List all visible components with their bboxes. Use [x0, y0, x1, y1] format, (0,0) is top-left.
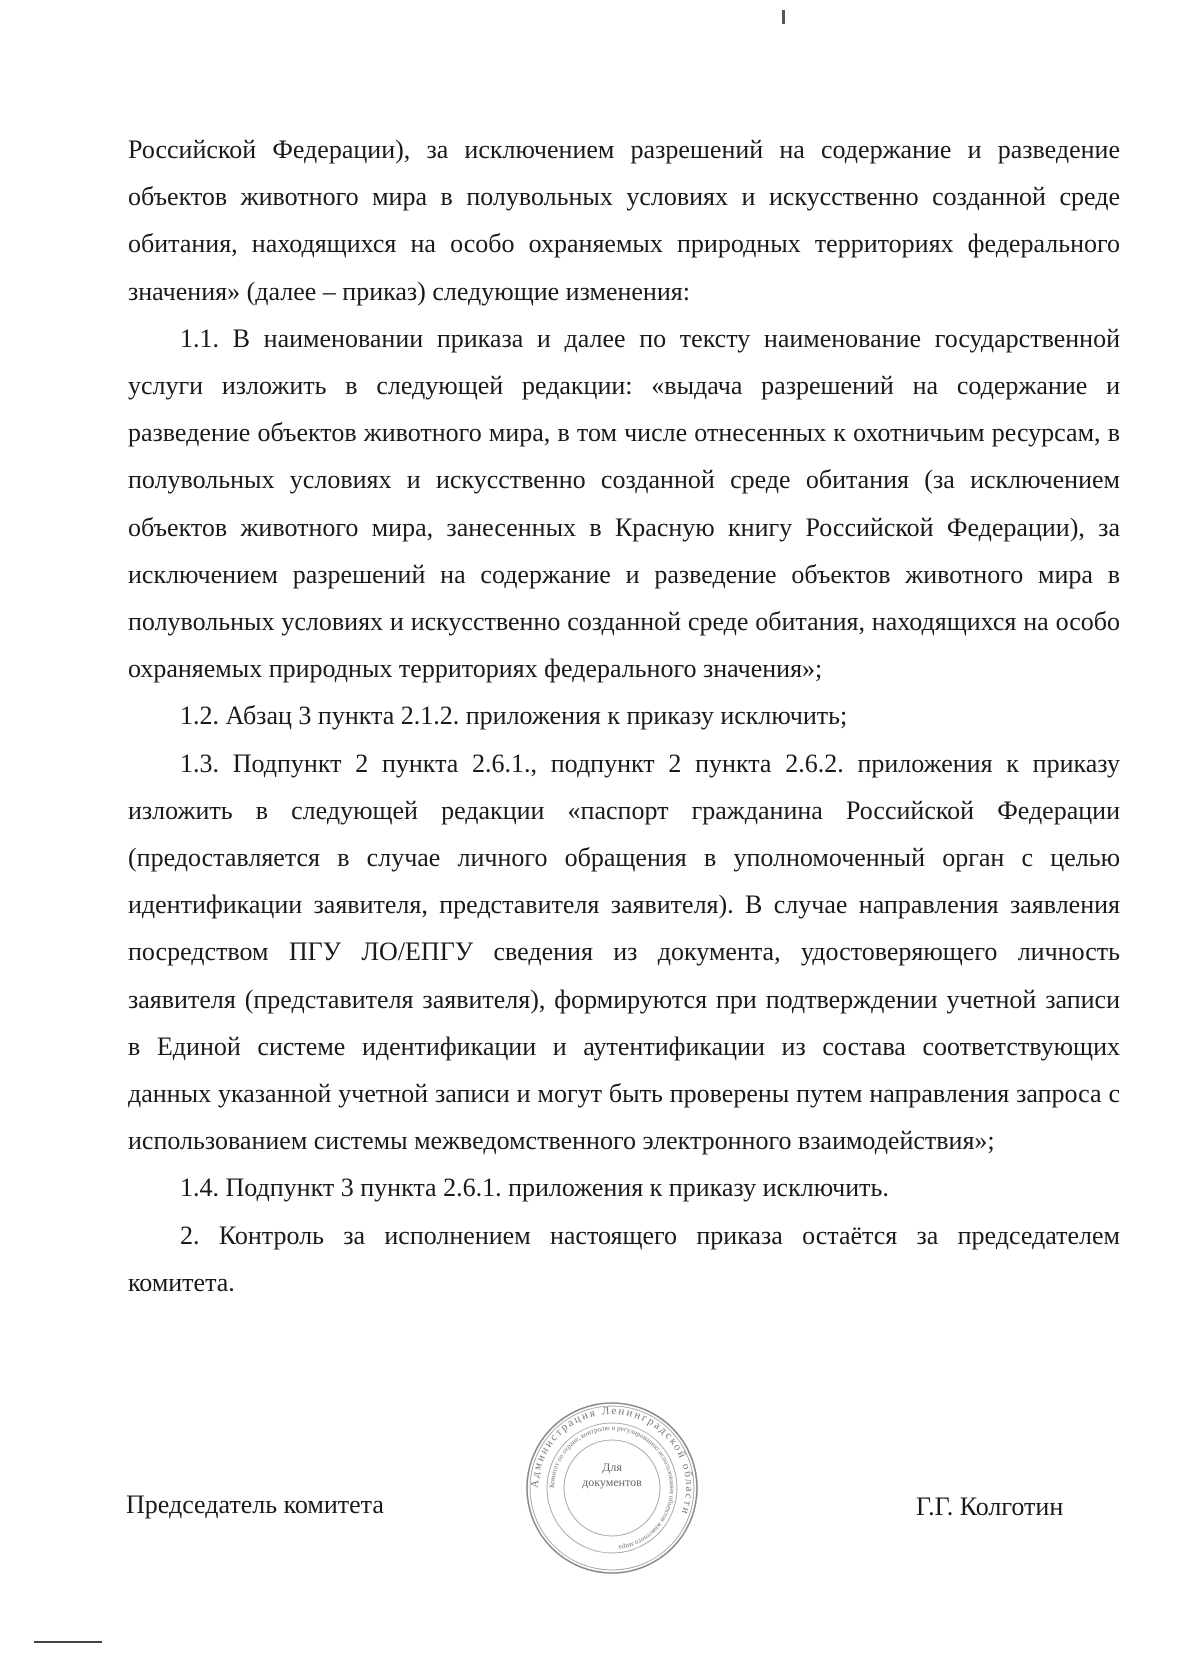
- footer-rule: [34, 1641, 102, 1643]
- page-top-mark: [782, 10, 785, 24]
- paragraph-item-1-4: 1.4. Подпункт 3 пункта 2.6.1. приложения к приказу исключить.: [180, 1173, 889, 1203]
- paragraph-item-1-3: 1.3. Подпункт 2 пункта 2.6.1., подпункт 2 пункта 2.6.2. приложения к приказу изложить в следующей редакции «паспорт гражданина Российской Федерации (предоставляется в случае личного обращения в уполномоченный орган с целью идентификации заявителя, представителя заявителя). В случае направления заявления посредством ПГУ ЛО/ЕПГУ сведения из документа, удостоверяющего личность заявителя (представителя заявителя), формируются при подтверждении учетной записи в Единой системе идентификации и аутентификации из состава соответствующих данных указанной учетной записи и могут быть проверены путем направления запроса с использованием системы межведомственного электронного взаимодействия»;: [128, 748, 1120, 1156]
- signature-block: [0, 1340, 1200, 1552]
- paragraph-item-1-2: 1.2. Абзац 3 пункта 2.1.2. приложения к приказу исключить;: [180, 701, 848, 731]
- signer-name: Г.Г. Колготин: [916, 1492, 1064, 1521]
- document-body: [128, 126, 1120, 1306]
- paragraph-intro-continued: Российской Федерации), за исключением разрешений на содержание и разведение объектов животного мира в полувольных условиях и искусственно созданной среде обитания, находящихся на особо охраняемых природных территориях федерального значения» (далее – приказ) следующие изменения:: [128, 135, 1120, 306]
- paragraph-item-2: 2. Контроль за исполнением настоящего приказа остаётся за председателем комитета.: [128, 1220, 1120, 1297]
- official-stamp: [524, 1400, 700, 1576]
- stamp-inner-text: Комитет по охране, контролю и регулированию использования объектов животного мира: [547, 1423, 677, 1552]
- stamp-center-text: Для документов: [582, 1460, 642, 1489]
- paragraph-item-1-1: 1.1. В наименовании приказа и далее по тексту наименование государственной услуги изложить в следующей редакции: «выдача разрешений на содержание и разведение объектов животного мира, в том числе отнесенных к охотничьим ресурсам, в полувольных условиях и искусственно созданной среде обитания (за исключением объектов животного мира, занесенных в Красную книгу Российской Федерации), за исключением разрешений на содержание и разведение объектов животного мира в полувольных условиях и искусственно созданной среде обитания, находящихся на особо охраняемых природных территориях федерального значения»;: [128, 323, 1120, 684]
- stamp-outer-text: Администрация Ленинградской области: [528, 1404, 696, 1518]
- signer-position: Председатель комитета: [126, 1490, 384, 1519]
